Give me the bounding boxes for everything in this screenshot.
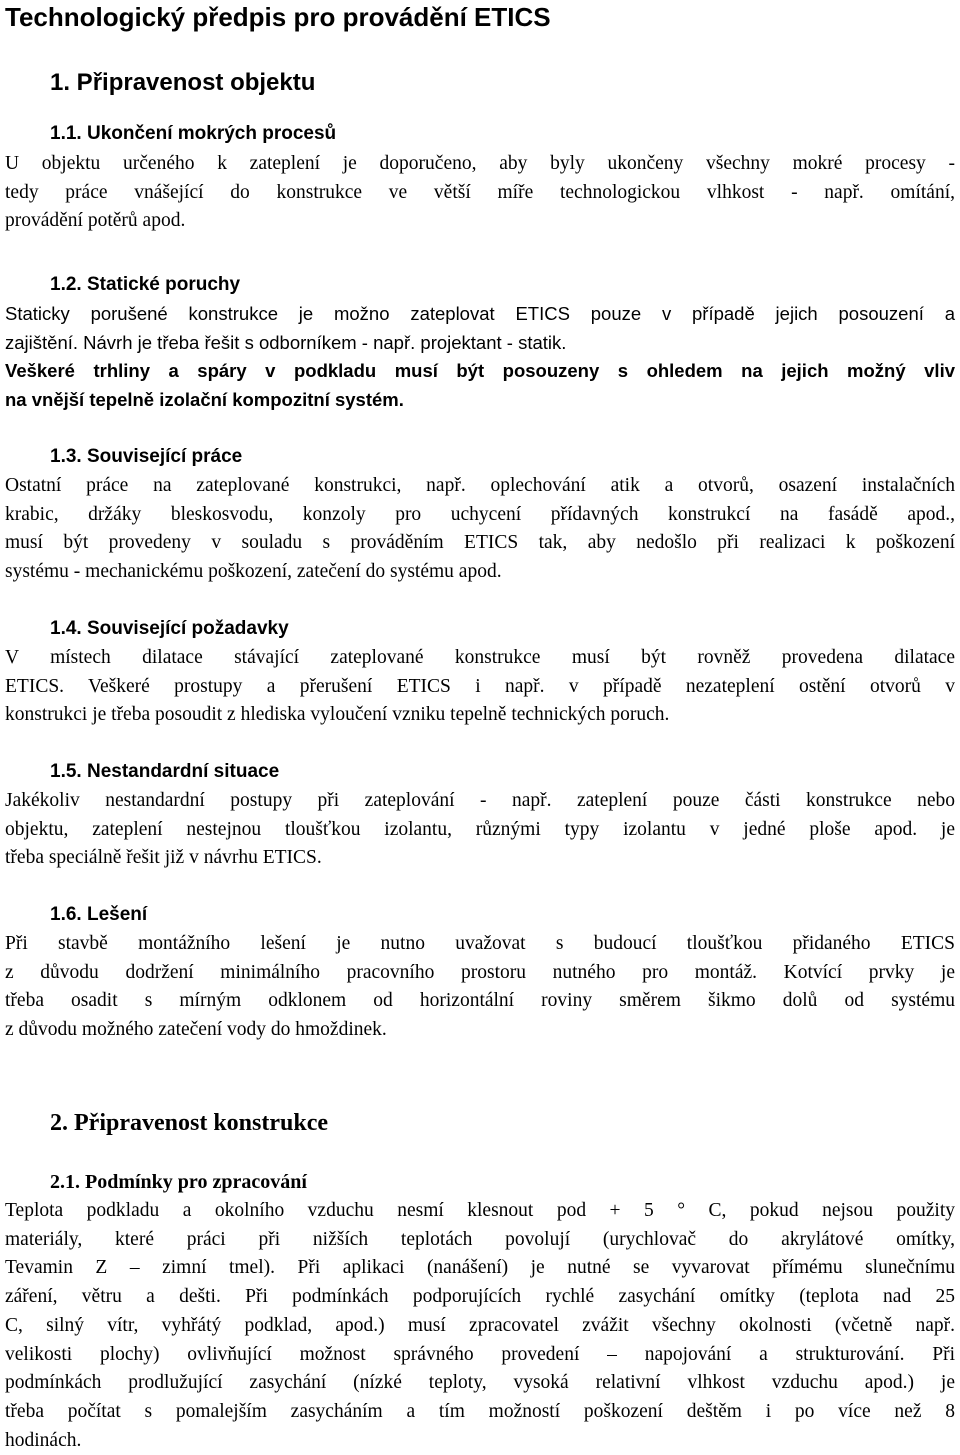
document-title: Technologický předpis pro provádění ETICS (5, 2, 551, 32)
section-heading-1-4: 1.4. Související požadavky (50, 618, 289, 639)
text-line: musí být provedeny v souladu s prováděním ETICS tak, aby nedošlo při realizaci k poškození (5, 532, 955, 554)
section-heading-1-6: 1.6. Lešení (50, 904, 148, 925)
text-line: objektu, zateplení nestejnou tloušťkou izolantu, různými typy izolantu v jedné ploše apod. je (5, 818, 955, 840)
text-line: U objektu určeného k zateplení je doporučeno, aby byly ukončeny všechny mokré procesy - (5, 153, 955, 174)
section-heading-1-1: 1.1. Ukončení mokrých procesů (50, 123, 337, 144)
section-heading-1-5: 1.5. Nestandardní situace (50, 761, 280, 782)
text-line: velikosti plochy) ovlivňující možnost správného provedení – napojování a strukturování. Při (5, 1343, 955, 1365)
text-line: Tevamin Z – zimní tmel). Při aplikaci (nanášení) je nutné se vyvarovat přímému slunečnímu (5, 1257, 955, 1279)
text-line: třeba speciálně řešit již v návrhu ETICS. (5, 847, 322, 869)
section-paragraph-1-2 (5, 300, 955, 415)
text-line-bold: Veškeré trhliny a spáry v podkladu musí být posouzeny s ohledem na jejich možný vliv (5, 360, 955, 382)
text-line: podmínkách prodlužující zasychání (nízké teploty, vysoká relativní vlhkost vzduchu apod.) je (5, 1372, 955, 1394)
text-line: Teplota podkladu a okolního vzduchu nesmí klesnout pod + 5 ° C, pokud nejsou použity (5, 1200, 955, 1221)
text-line: hodinách. (5, 1429, 82, 1451)
text-line: konstrukci je třeba posoudit z hlediska vyloučení vzniku tepelně technických poruch. (5, 704, 670, 726)
text-line: Jakékoliv nestandardní postupy při zateplování - např. zateplení pouze části konstrukce nebo (5, 790, 955, 811)
text-line: systému - mechanickému poškození, zatečení do systému apod. (5, 561, 502, 583)
text-line: provádění potěrů apod. (5, 210, 186, 232)
section-paragraph-1-3 (5, 472, 955, 587)
text-line: C, silný vítr, vyhřátý podklad, apod.) musí zpracovatel zvážit všechny okolnosti (včetně např. (5, 1314, 955, 1336)
section-paragraph-1-5 (5, 787, 955, 873)
text-line: záření, větru a dešti. Při podmínkách podporujících rychlé zasychání omítky (teplota nad 25 (5, 1286, 955, 1308)
text-line: Při stavbě montážního lešení je nutno uvažovat s budoucí tloušťkou přidaného ETICS (5, 933, 955, 954)
text-line: zajištění. Návrh je třeba řešit s odborníkem - např. projektant - statik. (5, 331, 567, 353)
text-line: krabic, držáky bleskosvodu, konzoly pro uchycení přídavných konstrukcí na fasádě apod., (5, 503, 955, 525)
text-line: třeba osadit s mírným odklonem od horizontální roviny směrem šikmo dolů od systému (5, 990, 955, 1012)
section-heading-1-3: 1.3. Související práce (50, 446, 243, 467)
text-line: V místech dilatace stávající zateplované konstrukce musí být rovněž provedena dilatace (5, 647, 955, 668)
text-line: Ostatní práce na zateplované konstrukci, např. oplechování atik a otvorů, osazení instalačních (5, 475, 955, 496)
text-line: materiály, které práci při nižších teplotách povolují (urychlovač do akrylátové omítky, (5, 1228, 955, 1250)
text-line: z důvodu možného zatečení vody do hmoždinek. (5, 1019, 387, 1041)
section-paragraph-1-4 (5, 644, 955, 730)
text-line: tedy práce vnášející do konstrukce ve větší míře technologickou vlhkost - např. omítání, (5, 181, 955, 203)
text-line: Staticky porušené konstrukce je možno zateplovat ETICS pouze v případě jejich posouzení a (5, 303, 955, 324)
section-paragraph-1-6 (5, 930, 955, 1045)
section-heading-2-1: 2.1. Podmínky pro zpracování (50, 1171, 307, 1193)
chapter-heading-1: 1. Připravenost objektu (50, 69, 316, 96)
text-line: třeba počítat s pomalejším zasycháním a tím možností poškození deštěm i po více než 8 (5, 1400, 955, 1422)
text-line: ETICS. Veškeré prostupy a přerušení ETICS i např. v případě nezateplení ostění otvorů v (5, 675, 955, 697)
section-paragraph-2-1 (5, 1197, 955, 1455)
section-heading-1-2: 1.2. Statické poruchy (50, 274, 241, 295)
text-line: z důvodu dodržení minimálního pracovního prostoru nutného pro montáž. Kotvící prvky je (5, 961, 955, 983)
chapter-heading-2: 2. Připravenost konstrukce (50, 1110, 328, 1136)
section-paragraph-1-1 (5, 150, 955, 236)
text-line-bold: na vnější tepelně izolační kompozitní systém. (5, 389, 404, 411)
